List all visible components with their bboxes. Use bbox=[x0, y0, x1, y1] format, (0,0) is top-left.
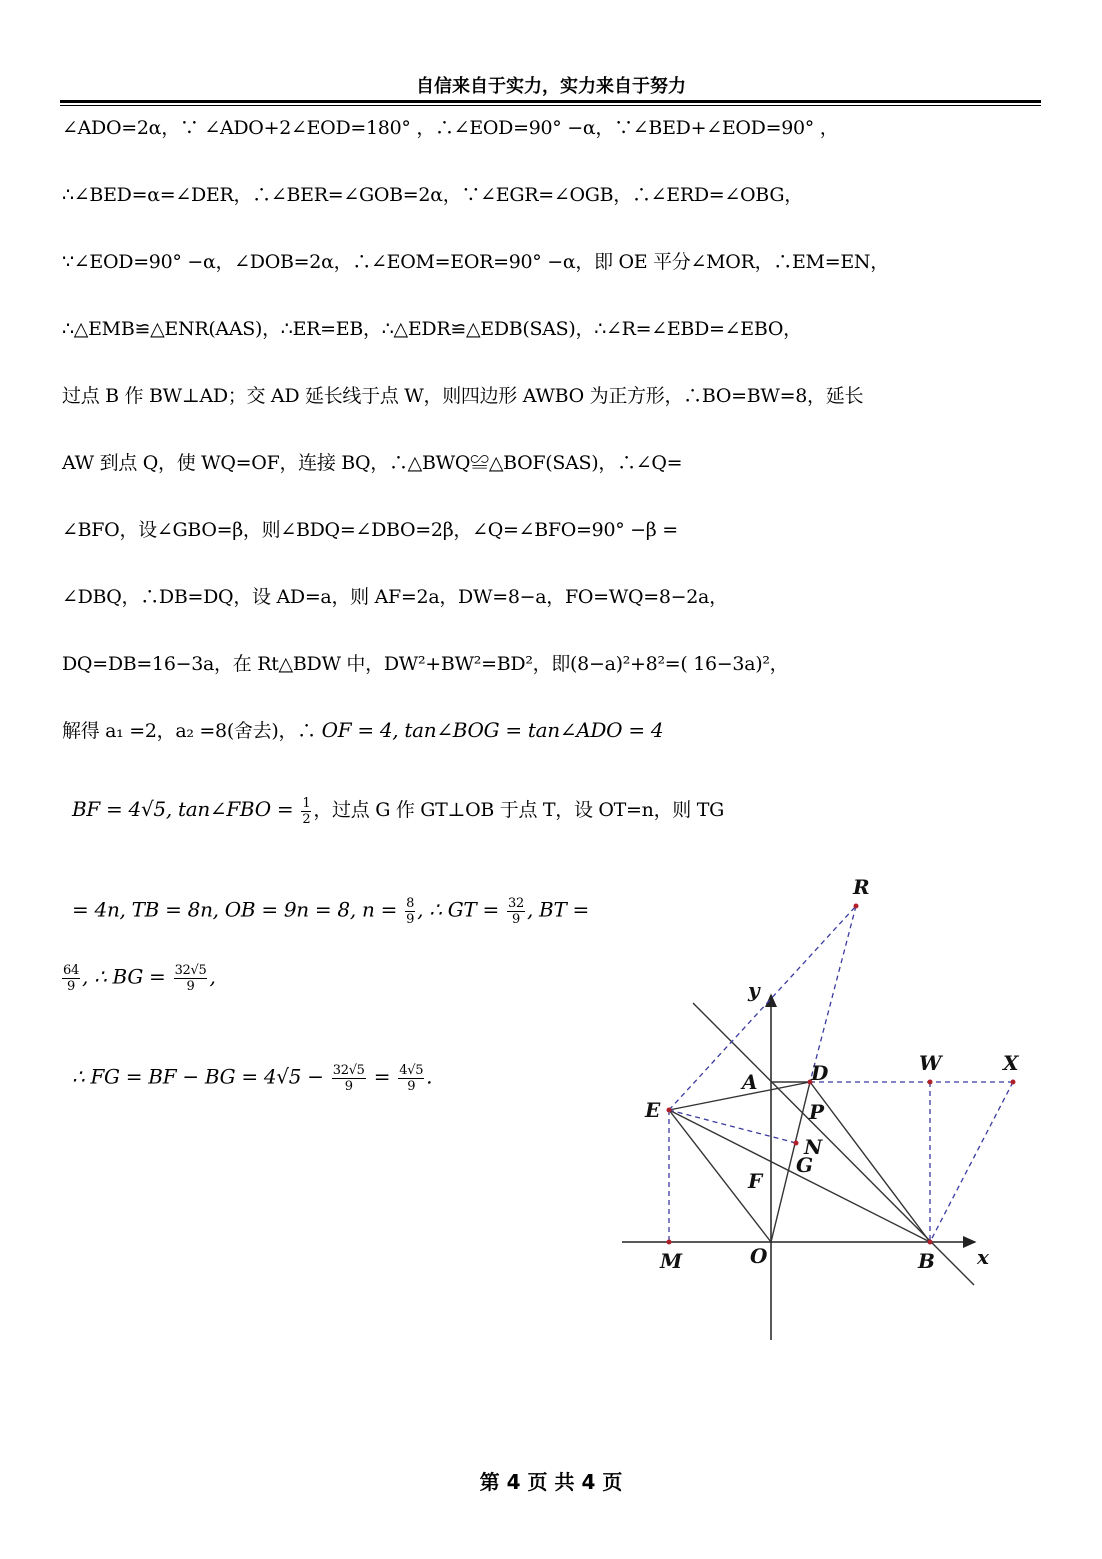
label-a: A bbox=[742, 1070, 758, 1094]
formula-bf: BF = 4√5, tan∠FBO = bbox=[72, 797, 300, 821]
fraction-64-9: $\frac{64}{9}$ bbox=[63, 963, 79, 994]
fraction-8-9: $\frac{8}{9}$ bbox=[406, 896, 415, 927]
fraction-32sqrt5-9-b: $\frac{32√5}{9}$ bbox=[332, 1063, 365, 1094]
label-e: E bbox=[645, 1098, 661, 1122]
text-line-5: 过点 B 作 BW⊥AD；交 AD 延长线于点 W，则四边形 AWBO 为正方形，∴BO=BW=8，延长 bbox=[62, 385, 864, 407]
label-d: D bbox=[811, 1061, 829, 1085]
text-line-2: ∴∠BED=α=∠DER，∴∠BER=∠GOB=2α，∵∠EGR=∠OGB，∴∠ERD=∠OBG， bbox=[62, 184, 803, 206]
formula-tg-b: , ∴ GT = bbox=[417, 897, 505, 922]
point-b bbox=[928, 1240, 933, 1245]
formula-of-tan: OF = 4, tan∠BOG = tan∠ADO = 4 bbox=[321, 718, 664, 742]
label-b: B bbox=[918, 1249, 935, 1273]
point-w bbox=[928, 1080, 933, 1085]
label-r: R bbox=[853, 875, 870, 899]
point-x bbox=[1011, 1080, 1016, 1085]
text-line-6: AW 到点 Q，使 WQ=OF，连接 BQ，∴△BWQ≌△BOF(SAS)，∴∠Q= bbox=[62, 452, 683, 474]
label-w: W bbox=[919, 1051, 942, 1075]
label-y: y bbox=[748, 978, 760, 1002]
label-n: N bbox=[804, 1135, 823, 1159]
formula-bg-c: , bbox=[209, 964, 216, 989]
text-line-7: ∠BFO，设∠GBO=β，则∠BDQ=∠DBO=2β，∠Q=∠BFO=90° −β = bbox=[62, 519, 678, 541]
formula-tg-a: = 4n, TB = 8n, OB = 9n = 8, n = bbox=[72, 897, 404, 922]
label-x-point: X bbox=[1003, 1051, 1019, 1075]
text-line-3: ∵∠EOD=90° −α，∠DOB=2α，∴∠EOM=EOR=90° −α，即 OE 平分∠MOR，∴EM=EN， bbox=[62, 251, 889, 273]
fraction-one-half: $\frac{1}{2}$ bbox=[302, 795, 311, 827]
text-line-11-rest: ，过点 G 作 GT⊥OB 于点 T，设 OT=n，则 TG bbox=[313, 799, 725, 821]
line-db bbox=[810, 1082, 930, 1242]
text-line-4: ∴△EMB≌△ENR(AAS)，∴ER=EB，∴△EDR≌△EDB(SAS)，∴∠R=∠EBD=∠EBO， bbox=[62, 318, 802, 340]
text-line-8: ∠DBQ，∴DB=DQ，设 AD=a，则 AF=2a，DW=8−a，FO=WQ=8−2a， bbox=[62, 586, 728, 608]
formula-tg-c: , BT = bbox=[526, 897, 590, 922]
fraction-4sqrt5-9: $\frac{4√5}{9}$ bbox=[399, 1063, 424, 1094]
label-m: M bbox=[660, 1249, 683, 1273]
formula-fg-c: . bbox=[426, 1064, 433, 1089]
point-n bbox=[794, 1141, 799, 1146]
text-line-9: DQ=DB=16−3a，在 Rt△BDW 中，DW²+BW²=BD²，即(8−a)²+8²=( 16−3a)²， bbox=[62, 653, 789, 675]
text-line-1: ∠ADO=2α，∵ ∠ADO+2∠EOD=180° ，∴∠EOD=90° −α，∵∠BED+∠EOD=90° ， bbox=[62, 117, 839, 139]
fraction-32sqrt5-9: $\frac{32√5}{9}$ bbox=[174, 963, 207, 994]
dashed-xb bbox=[930, 1082, 1013, 1242]
formula-fg-a: ∴ FG = BF − BG = 4√5 − bbox=[72, 1064, 330, 1089]
label-p: P bbox=[809, 1100, 825, 1124]
point-r bbox=[854, 904, 859, 909]
label-g: G bbox=[796, 1153, 814, 1177]
dashed-en bbox=[669, 1110, 796, 1143]
formula-bg-a: , ∴ BG = bbox=[81, 964, 172, 989]
point-e bbox=[667, 1108, 672, 1113]
page-footer: 第 4 页 共 4 页 bbox=[479, 1470, 623, 1494]
text-line-10-prefix: 解得 a₁ =2，a₂ =8(舍去)，∴ bbox=[62, 720, 322, 742]
label-x-axis: x bbox=[977, 1245, 989, 1269]
page-header: 自信来自于实力，实力来自于努力 bbox=[416, 76, 686, 97]
label-f: F bbox=[748, 1169, 763, 1193]
point-m bbox=[667, 1240, 672, 1245]
formula-fg-b: = bbox=[367, 1064, 397, 1089]
label-o: O bbox=[750, 1244, 768, 1268]
fraction-32-9: $\frac{32}{9}$ bbox=[507, 896, 524, 927]
dashed-rd bbox=[810, 906, 856, 1082]
